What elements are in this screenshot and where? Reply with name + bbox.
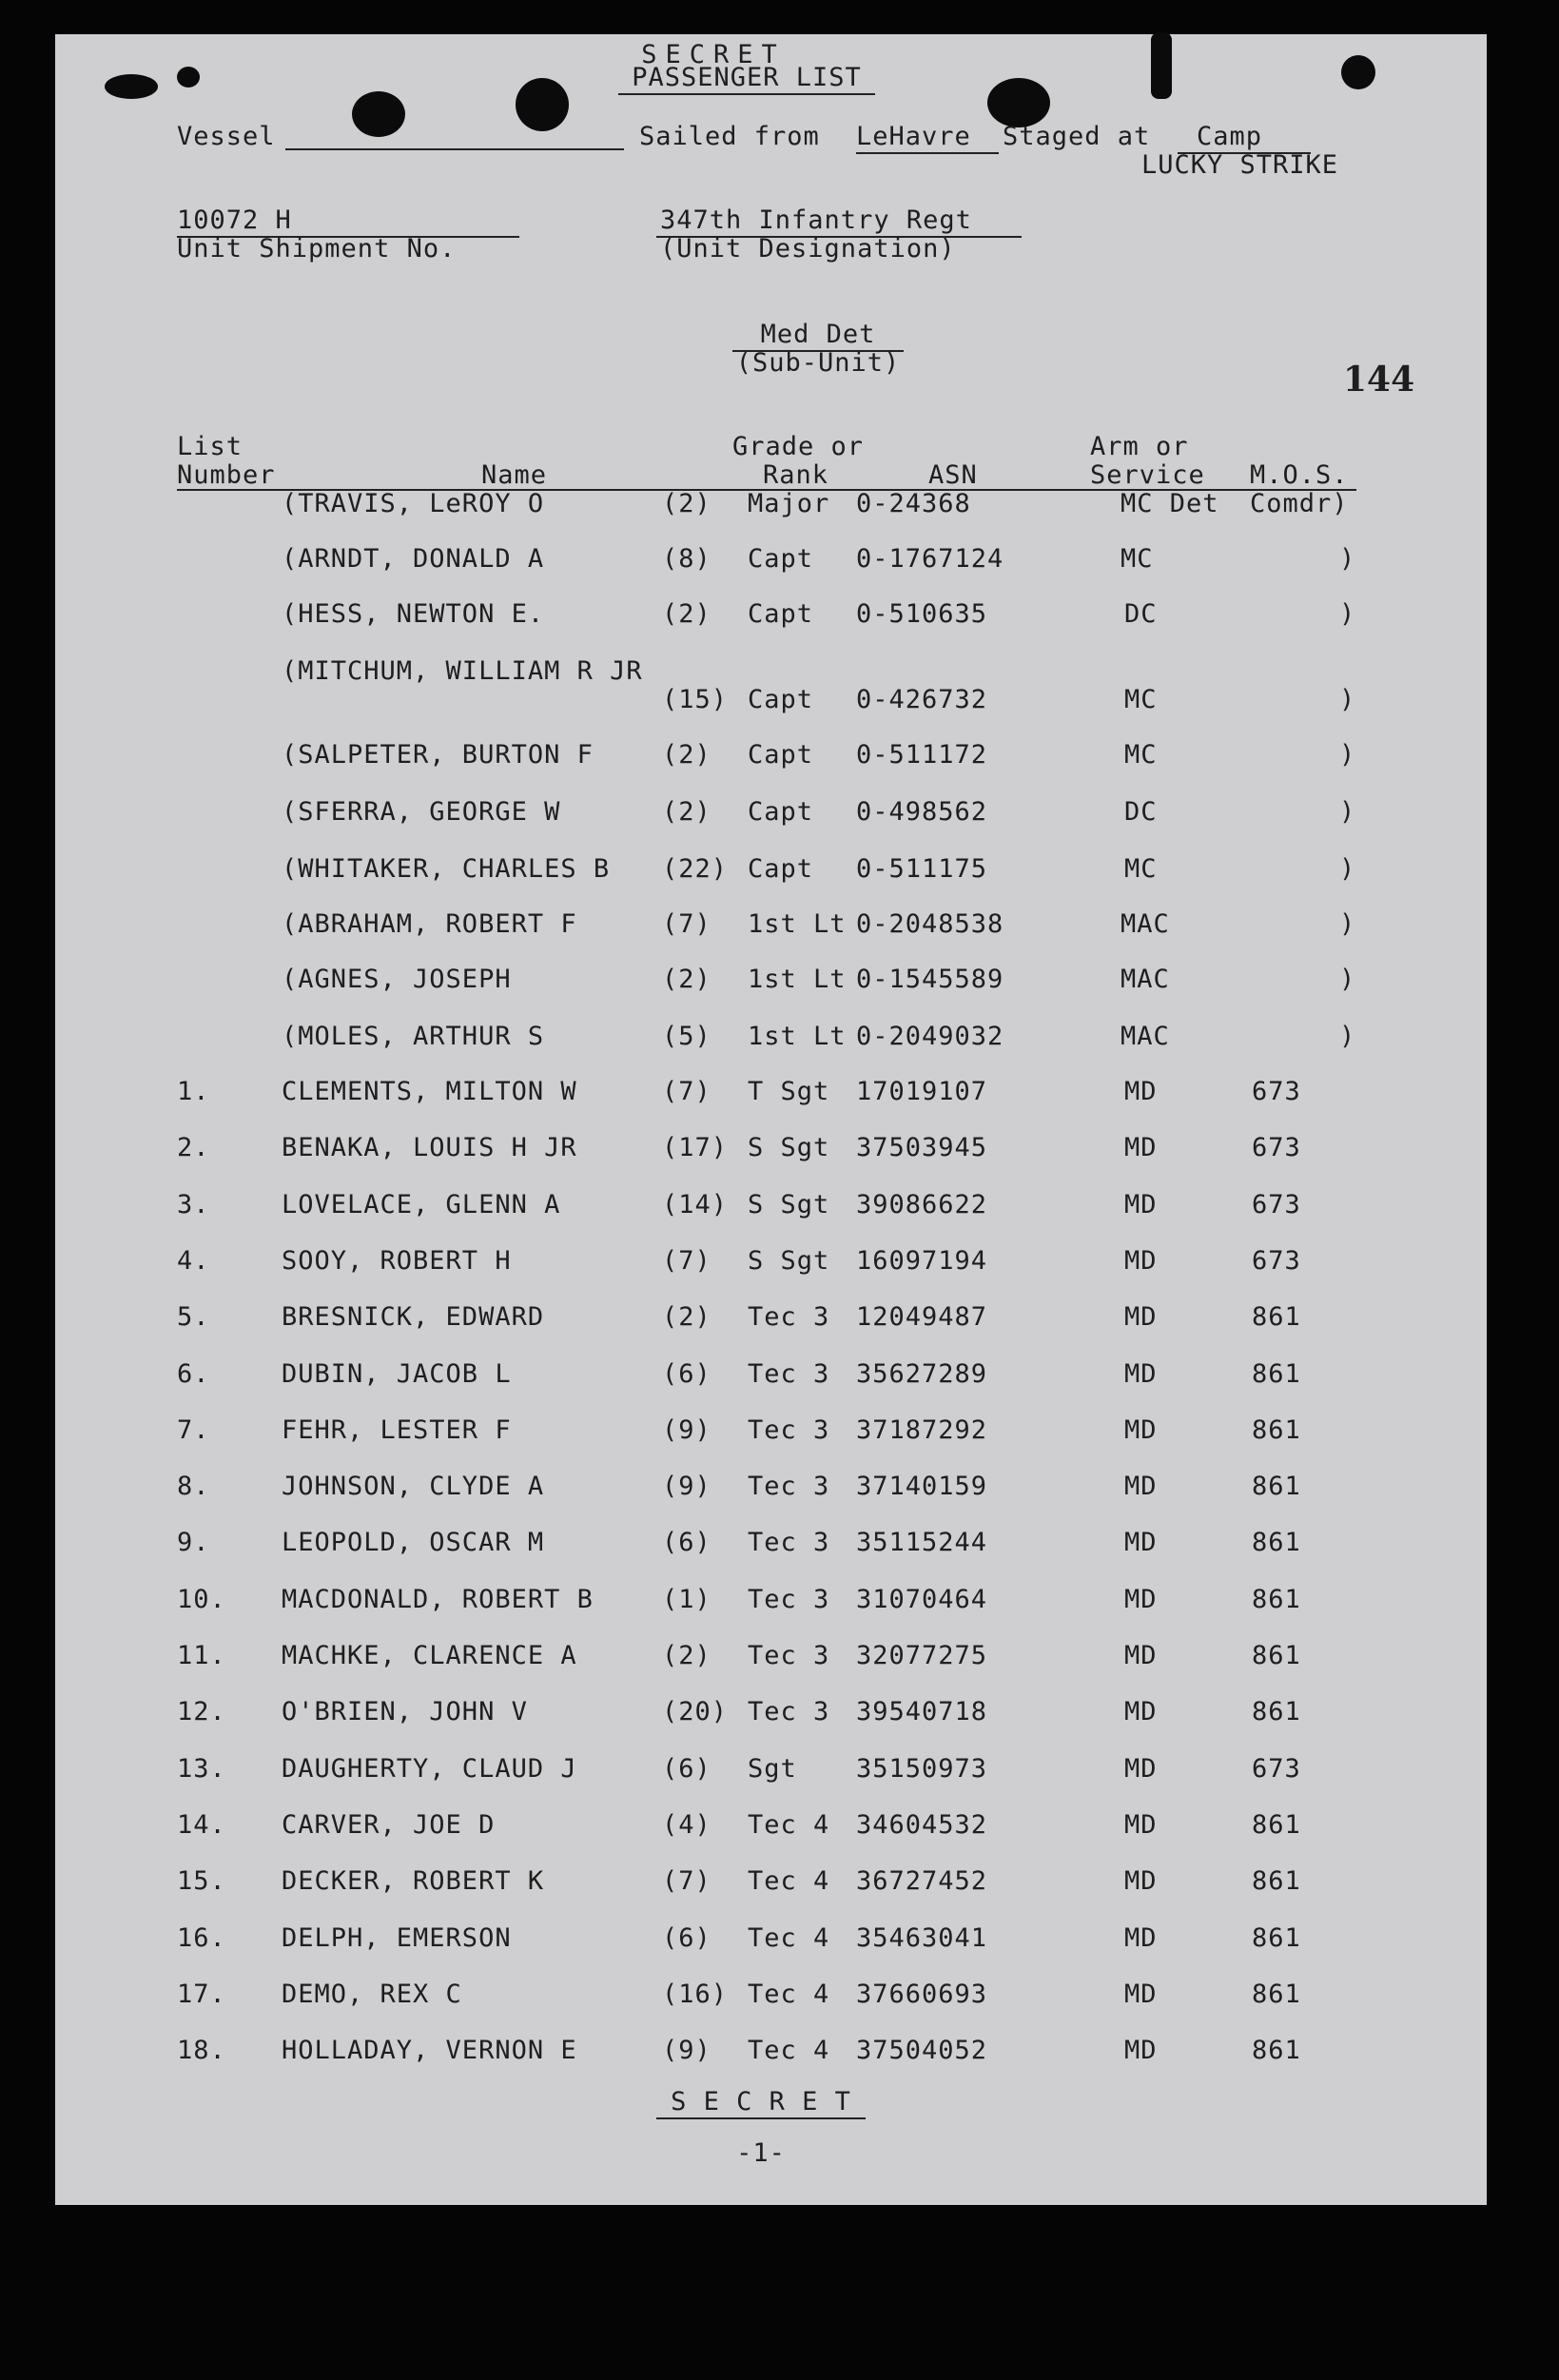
list-number: 10.	[177, 1585, 226, 1614]
ink-blot	[105, 74, 158, 99]
close-paren: )	[1339, 685, 1356, 714]
arm: MD	[1124, 2036, 1158, 2065]
arm: MD	[1124, 1923, 1158, 1953]
asn: 36727452	[856, 1866, 988, 1896]
rank: Capt	[748, 685, 814, 714]
name: MACDONALD, ROBERT B	[282, 1585, 594, 1614]
asn: 16097194	[856, 1246, 988, 1276]
arm: DC	[1124, 599, 1158, 629]
rank: Tec 3	[748, 1359, 830, 1389]
arm: MD	[1124, 1415, 1158, 1445]
list-number: 11.	[177, 1641, 226, 1670]
col-list-number-2: Number	[177, 460, 276, 490]
rank: 1st Lt	[748, 909, 847, 939]
name: (MOLES, ARTHUR S	[282, 1022, 545, 1051]
officer-row	[0, 740, 1559, 778]
close-paren: )	[1339, 544, 1356, 574]
officer-row	[0, 797, 1559, 835]
page-number: -1-	[736, 2138, 786, 2168]
officer-row-continued	[0, 685, 1559, 723]
rank: Tec 4	[748, 1810, 830, 1840]
enlisted-row	[0, 1585, 1559, 1623]
mos: 861	[1252, 1302, 1301, 1332]
rank: S Sgt	[748, 1246, 830, 1276]
name: DELPH, EMERSON	[282, 1923, 512, 1953]
staged-label: Staged at	[1003, 122, 1151, 151]
enlisted-row	[0, 1697, 1559, 1735]
page-stamp: 144	[1343, 360, 1415, 400]
sailed-from: LeHavre	[856, 122, 999, 154]
seniority: (15)	[662, 685, 729, 714]
name: BENAKA, LOUIS H JR	[282, 1133, 577, 1162]
name: BRESNICK, EDWARD	[282, 1302, 545, 1332]
name: FEHR, LESTER F	[282, 1415, 512, 1445]
asn: 37660693	[856, 1980, 988, 2009]
asn: 0-24368	[856, 489, 971, 518]
staged-at-camp: LUCKY STRIKE	[1141, 150, 1339, 180]
enlisted-row	[0, 1923, 1559, 1961]
list-number: 15.	[177, 1866, 226, 1896]
asn: 37140159	[856, 1472, 988, 1501]
mos: 673	[1252, 1246, 1301, 1276]
name: (MITCHUM, WILLIAM R JR	[282, 656, 643, 686]
asn: 0-426732	[856, 685, 988, 714]
sailed-label: Sailed from	[639, 122, 820, 151]
rank: Capt	[748, 854, 814, 884]
asn: 35115244	[856, 1528, 988, 1557]
arm: MC	[1124, 685, 1158, 714]
name: (SFERRA, GEORGE W	[282, 797, 561, 827]
seniority: (5)	[662, 1022, 711, 1051]
name: DAUGHERTY, CLAUD J	[282, 1754, 577, 1784]
seniority: (7)	[662, 909, 711, 939]
col-list-number-1: List	[177, 432, 244, 461]
ink-blot	[177, 67, 200, 88]
ink-blot	[352, 91, 405, 137]
officer-row	[0, 1022, 1559, 1060]
mos: 861	[1252, 1866, 1301, 1896]
name: (WHITAKER, CHARLES B	[282, 854, 611, 884]
name: CLEMENTS, MILTON W	[282, 1077, 577, 1106]
asn: 17019107	[856, 1077, 988, 1106]
asn: 0-511175	[856, 854, 988, 884]
arm: MD	[1124, 1585, 1158, 1614]
mos: 861	[1252, 1415, 1301, 1445]
mos: 861	[1252, 1585, 1301, 1614]
rank: Capt	[748, 544, 814, 574]
vessel-label: Vessel	[177, 122, 276, 151]
unit-designation: 347th Infantry Regt	[656, 205, 1022, 238]
ink-blot	[987, 78, 1050, 127]
name: DECKER, ROBERT K	[282, 1866, 545, 1896]
enlisted-row	[0, 1754, 1559, 1792]
close-paren: )	[1339, 1022, 1356, 1051]
list-number: 4.	[177, 1246, 210, 1276]
col-asn: ASN	[928, 460, 978, 490]
asn: 0-1545589	[856, 965, 1004, 994]
rank: T Sgt	[748, 1077, 830, 1106]
seniority: (2)	[662, 797, 711, 827]
seniority: (14)	[662, 1190, 729, 1219]
asn: 35463041	[856, 1923, 988, 1953]
enlisted-row	[0, 1359, 1559, 1397]
seniority: (2)	[662, 1302, 711, 1332]
list-number: 8.	[177, 1472, 210, 1501]
close-paren: )	[1339, 909, 1356, 939]
name: (AGNES, JOSEPH	[282, 965, 512, 994]
mos: 861	[1252, 1472, 1301, 1501]
seniority: (6)	[662, 1528, 711, 1557]
enlisted-row	[0, 1810, 1559, 1848]
name: HOLLADAY, VERNON E	[282, 2036, 577, 2065]
rank: Capt	[748, 797, 814, 827]
seniority: (6)	[662, 1359, 711, 1389]
seniority: (20)	[662, 1697, 729, 1726]
arm: MAC	[1121, 1022, 1170, 1051]
seniority: (8)	[662, 544, 711, 574]
seniority: (16)	[662, 1980, 729, 2009]
mos: 673	[1252, 1190, 1301, 1219]
rank: Tec 3	[748, 1472, 830, 1501]
list-number: 6.	[177, 1359, 210, 1389]
col-grade-2: Rank	[763, 460, 829, 490]
staged-at: Camp	[1178, 122, 1311, 154]
enlisted-row	[0, 1133, 1559, 1171]
name: (ABRAHAM, ROBERT F	[282, 909, 577, 939]
asn: 35627289	[856, 1359, 988, 1389]
shipment-label: Unit Shipment No.	[177, 234, 457, 263]
enlisted-row	[0, 1866, 1559, 1904]
arm: MC	[1121, 544, 1154, 574]
unit-label: (Unit Designation)	[660, 234, 956, 263]
enlisted-row	[0, 1980, 1559, 2018]
enlisted-row	[0, 1077, 1559, 1115]
seniority: (6)	[662, 1923, 711, 1953]
list-number: 18.	[177, 2036, 226, 2065]
arm: MD	[1124, 1359, 1158, 1389]
asn: 0-2049032	[856, 1022, 1004, 1051]
seniority: (2)	[662, 965, 711, 994]
close-paren: )	[1339, 854, 1356, 884]
enlisted-row	[0, 1190, 1559, 1228]
name: LOVELACE, GLENN A	[282, 1190, 561, 1219]
arm: MD	[1124, 1077, 1158, 1106]
rank: S Sgt	[748, 1190, 830, 1219]
col-grade-1: Grade or	[732, 432, 865, 461]
asn: 0-1767124	[856, 544, 1004, 574]
arm: MD	[1124, 1866, 1158, 1896]
shipment-number: 10072 H	[177, 205, 519, 238]
name: DUBIN, JACOB L	[282, 1359, 512, 1389]
seniority: (2)	[662, 599, 711, 629]
mos: 673	[1252, 1754, 1301, 1784]
ink-blot	[1151, 32, 1172, 99]
mos: 861	[1252, 1641, 1301, 1670]
arm: MD	[1124, 1810, 1158, 1840]
mos: 861	[1252, 1359, 1301, 1389]
name: SOOY, ROBERT H	[282, 1246, 512, 1276]
close-paren: )	[1339, 965, 1356, 994]
ink-blot	[516, 78, 569, 131]
list-number: 3.	[177, 1190, 210, 1219]
asn: 0-510635	[856, 599, 988, 629]
officer-row	[0, 909, 1559, 947]
mos: 861	[1252, 2036, 1301, 2065]
officer-row	[0, 854, 1559, 892]
seniority: (9)	[662, 2036, 711, 2065]
mos: 861	[1252, 1923, 1301, 1953]
col-name: Name	[481, 460, 548, 490]
name: (ARNDT, DONALD A	[282, 544, 545, 574]
list-number: 5.	[177, 1302, 210, 1332]
asn: 31070464	[856, 1585, 988, 1614]
arm: MD	[1124, 1980, 1158, 2009]
asn: 39086622	[856, 1190, 988, 1219]
seniority: (1)	[662, 1585, 711, 1614]
rank: Tec 3	[748, 1528, 830, 1557]
asn: 32077275	[856, 1641, 988, 1670]
seniority: (6)	[662, 1754, 711, 1784]
rank: Tec 4	[748, 1866, 830, 1896]
mos: 861	[1252, 1528, 1301, 1557]
arm: MD	[1124, 1302, 1158, 1332]
officer-row	[0, 599, 1559, 637]
name: DEMO, REX C	[282, 1980, 462, 2009]
col-arm-2: Service	[1090, 460, 1205, 490]
list-number: 9.	[177, 1528, 210, 1557]
list-number: 14.	[177, 1810, 226, 1840]
asn: 37504052	[856, 2036, 988, 2065]
rank: Tec 4	[748, 1980, 830, 2009]
asn: 0-498562	[856, 797, 988, 827]
seniority: (4)	[662, 1810, 711, 1840]
arm: MD	[1124, 1754, 1158, 1784]
sub-unit-label: (Sub-Unit)	[735, 348, 901, 378]
officer-row	[0, 489, 1559, 527]
rank: Tec 3	[748, 1302, 830, 1332]
officer-row	[0, 544, 1559, 582]
sub-unit: Med Det	[732, 320, 904, 352]
enlisted-row	[0, 1246, 1559, 1284]
rank: Capt	[748, 599, 814, 629]
rank: Major	[748, 489, 830, 518]
rank: 1st Lt	[748, 1022, 847, 1051]
seniority: (7)	[662, 1077, 711, 1106]
seniority: (2)	[662, 740, 711, 770]
arm: MD	[1124, 1528, 1158, 1557]
seniority: (2)	[662, 1641, 711, 1670]
list-number: 12.	[177, 1697, 226, 1726]
seniority: (9)	[662, 1415, 711, 1445]
close-paren: )	[1339, 797, 1356, 827]
list-number: 1.	[177, 1077, 210, 1106]
arm: MAC	[1121, 909, 1170, 939]
arm: MD	[1124, 1697, 1158, 1726]
close-paren: )	[1339, 599, 1356, 629]
arm: MAC	[1121, 965, 1170, 994]
enlisted-row	[0, 1415, 1559, 1453]
close-paren: )	[1339, 740, 1356, 770]
col-arm-1: Arm or	[1090, 432, 1189, 461]
enlisted-row	[0, 1302, 1559, 1340]
list-number: 13.	[177, 1754, 226, 1784]
col-mos: M.O.S.	[1250, 460, 1349, 490]
classification-bottom: S E C R E T	[656, 2087, 866, 2119]
list-number: 16.	[177, 1923, 226, 1953]
seniority: (17)	[662, 1133, 729, 1162]
seniority: (9)	[662, 1472, 711, 1501]
seniority: (7)	[662, 1246, 711, 1276]
enlisted-row	[0, 2036, 1559, 2074]
arm: MD	[1124, 1133, 1158, 1162]
ink-blot	[1341, 55, 1375, 89]
name: (TRAVIS, LeROY O	[282, 489, 545, 518]
rank: Tec 3	[748, 1585, 830, 1614]
rank: Tec 3	[748, 1641, 830, 1670]
arm: MD	[1124, 1641, 1158, 1670]
classification-top: SECRET	[641, 40, 786, 69]
document-title: PASSENGER LIST	[618, 63, 875, 95]
enlisted-row	[0, 1528, 1559, 1566]
rank: Capt	[748, 740, 814, 770]
arm: MC Det	[1121, 489, 1219, 518]
mos: 673	[1252, 1077, 1301, 1106]
rank: Tec 3	[748, 1697, 830, 1726]
name: CARVER, JOE D	[282, 1810, 496, 1840]
list-number: 2.	[177, 1133, 210, 1162]
mos: Comdr)	[1250, 489, 1349, 518]
rank: 1st Lt	[748, 965, 847, 994]
name: (HESS, NEWTON E.	[282, 599, 545, 629]
arm: DC	[1124, 797, 1158, 827]
list-number: 7.	[177, 1415, 210, 1445]
name: JOHNSON, CLYDE A	[282, 1472, 545, 1501]
mos: 673	[1252, 1133, 1301, 1162]
rank: S Sgt	[748, 1133, 830, 1162]
vessel-blank-line	[285, 148, 624, 150]
rank: Tec 4	[748, 1923, 830, 1953]
asn: 37503945	[856, 1133, 988, 1162]
asn: 39540718	[856, 1697, 988, 1726]
mos: 861	[1252, 1697, 1301, 1726]
name: O'BRIEN, JOHN V	[282, 1697, 528, 1726]
asn: 37187292	[856, 1415, 988, 1445]
asn: 35150973	[856, 1754, 988, 1784]
rank: Tec 4	[748, 2036, 830, 2065]
asn: 0-2048538	[856, 909, 1004, 939]
rank: Tec 3	[748, 1415, 830, 1445]
seniority: (2)	[662, 489, 711, 518]
name: (SALPETER, BURTON F	[282, 740, 594, 770]
seniority: (22)	[662, 854, 729, 884]
arm: MC	[1124, 854, 1158, 884]
list-number: 17.	[177, 1980, 226, 2009]
rank: Sgt	[748, 1754, 797, 1784]
arm: MC	[1124, 740, 1158, 770]
name: MACHKE, CLARENCE A	[282, 1641, 577, 1670]
mos: 861	[1252, 1980, 1301, 2009]
asn: 34604532	[856, 1810, 988, 1840]
name: LEOPOLD, OSCAR M	[282, 1528, 545, 1557]
mos: 861	[1252, 1810, 1301, 1840]
arm: MD	[1124, 1472, 1158, 1501]
arm: MD	[1124, 1190, 1158, 1219]
enlisted-row	[0, 1641, 1559, 1679]
arm: MD	[1124, 1246, 1158, 1276]
asn: 0-511172	[856, 740, 988, 770]
asn: 12049487	[856, 1302, 988, 1332]
enlisted-row	[0, 1472, 1559, 1510]
officer-row	[0, 965, 1559, 1003]
seniority: (7)	[662, 1866, 711, 1896]
